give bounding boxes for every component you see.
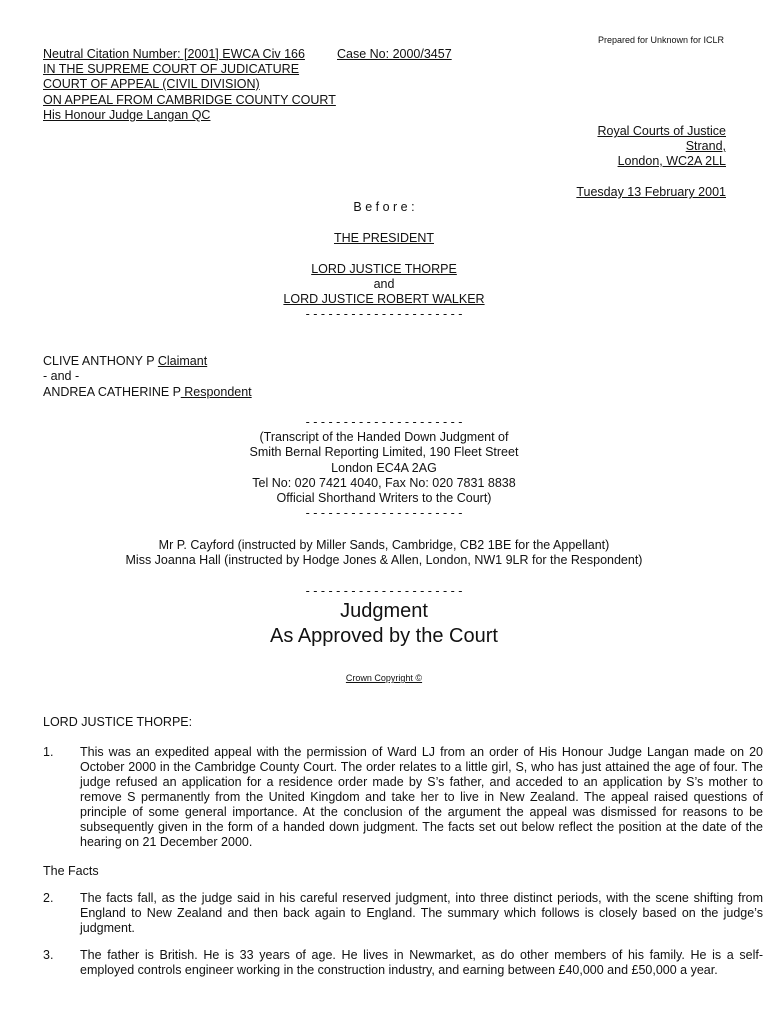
claimant-role: Claimant [157, 354, 208, 368]
respondent-name: ANDREA CATHERINE P [43, 385, 181, 399]
judge-thorpe: LORD JUSTICE THORPE [311, 262, 457, 276]
transcript-line: Smith Bernal Reporting Limited, 190 Fleet Street [249, 445, 519, 459]
paragraph-1 [43, 745, 763, 850]
divider: - - - - - - - - - - - - - - - - - - - - - [305, 584, 463, 598]
paragraph-number: 2. [43, 891, 54, 905]
prepared-for-note: Prepared for Unknown for ICLR [597, 35, 724, 45]
judge-name [0, 292, 768, 307]
neutral-citation: Neutral Citation Number: [2001] EWCA Civ 166 [43, 47, 305, 61]
paragraph-number: 1. [43, 745, 54, 759]
judge-name [0, 262, 768, 277]
before-label: B e f o r e : [353, 200, 415, 214]
court-line: ON APPEAL FROM CAMBRIDGE COUNTY COURT [43, 93, 336, 107]
transcript-line: (Transcript of the Handed Down Judgment of [259, 430, 509, 444]
case-number: Case No: 2000/3457 [337, 47, 452, 61]
respondent-line [43, 385, 252, 400]
paragraph-text: This was an expedited appeal with the permission of Ward LJ from an order of His Honour Judge Langan made on 20 October 2000 in the Cambridge County Court. The order relates to a little girl, S, who has just attained the age of four. The judge refused an application for a residence order made by S’s father, and acceded to an application by S’s mother to remove S permanently from the United Kingdom and take her to live in New Zealand. The appeal raised questions of principle of some general importance. At the conclusion of the argument the appeal was dismissed for reasons to be subsequently given in the form of a handed down judgment. The facts set out below reflect the position at the date of the hearing on 21 December 2000. [80, 745, 763, 849]
and-label: and [373, 277, 395, 291]
and-separator: - and - [43, 369, 80, 383]
counsel-respondent: Miss Joanna Hall (instructed by Hodge Jones & Allen, London, NW1 9LR for the Respondent) [125, 553, 643, 567]
transcript-line: London EC4A 2AG [331, 461, 437, 475]
respondent-role: Respondent [180, 385, 252, 399]
judgment-title: Judgment [340, 600, 428, 622]
divider: - - - - - - - - - - - - - - - - - - - - - [305, 415, 463, 429]
court-line: COURT OF APPEAL (CIVIL DIVISION) [43, 77, 260, 91]
judge-walker: LORD JUSTICE ROBERT WALKER [283, 292, 485, 306]
paragraph-text: The facts fall, as the judge said in his careful reserved judgment, into three distinct periods, with the scene shifting from England to New Zealand and then back again to England. The summary which follows is closely based on the judge’s judgment. [80, 891, 763, 935]
divider: - - - - - - - - - - - - - - - - - - - - - [305, 506, 463, 520]
judge-president: THE PRESIDENT [333, 231, 434, 245]
address-line: Strand, [685, 139, 726, 153]
address-line: Royal Courts of Justice [597, 124, 726, 138]
hearing-date: Tuesday 13 February 2001 [576, 185, 726, 199]
transcript-line: Official Shorthand Writers to the Court) [276, 491, 492, 505]
claimant-name: CLIVE ANTHONY P [43, 354, 158, 368]
speaker-heading: LORD JUSTICE THORPE: [43, 715, 193, 729]
address-line: London, WC2A 2LL [617, 154, 726, 168]
judgment-subtitle: As Approved by the Court [270, 625, 498, 647]
counsel-appellant: Mr P. Cayford (instructed by Miller Sands, Cambridge, CB2 1BE for the Appellant) [158, 538, 610, 552]
section-heading-facts: The Facts [43, 864, 99, 878]
paragraph-2 [43, 891, 763, 936]
paragraph-3 [43, 948, 763, 978]
divider: - - - - - - - - - - - - - - - - - - - - - [305, 307, 463, 321]
judge-name [0, 231, 768, 246]
lower-court-judge: His Honour Judge Langan QC [43, 108, 211, 122]
crown-copyright: Crown Copyright © [345, 673, 423, 683]
court-line: IN THE SUPREME COURT OF JUDICATURE [43, 62, 300, 76]
paragraph-text: The father is British. He is 33 years of age. He lives in Newmarket, as do other members of his family. He is a self-employed controls engineer working in the construction industry, and earning between £40,000 and £50,000 a year. [80, 948, 763, 977]
paragraph-number: 3. [43, 948, 54, 962]
claimant-line [43, 354, 207, 369]
transcript-line: Tel No: 020 7421 4040, Fax No: 020 7831 8838 [252, 476, 516, 490]
